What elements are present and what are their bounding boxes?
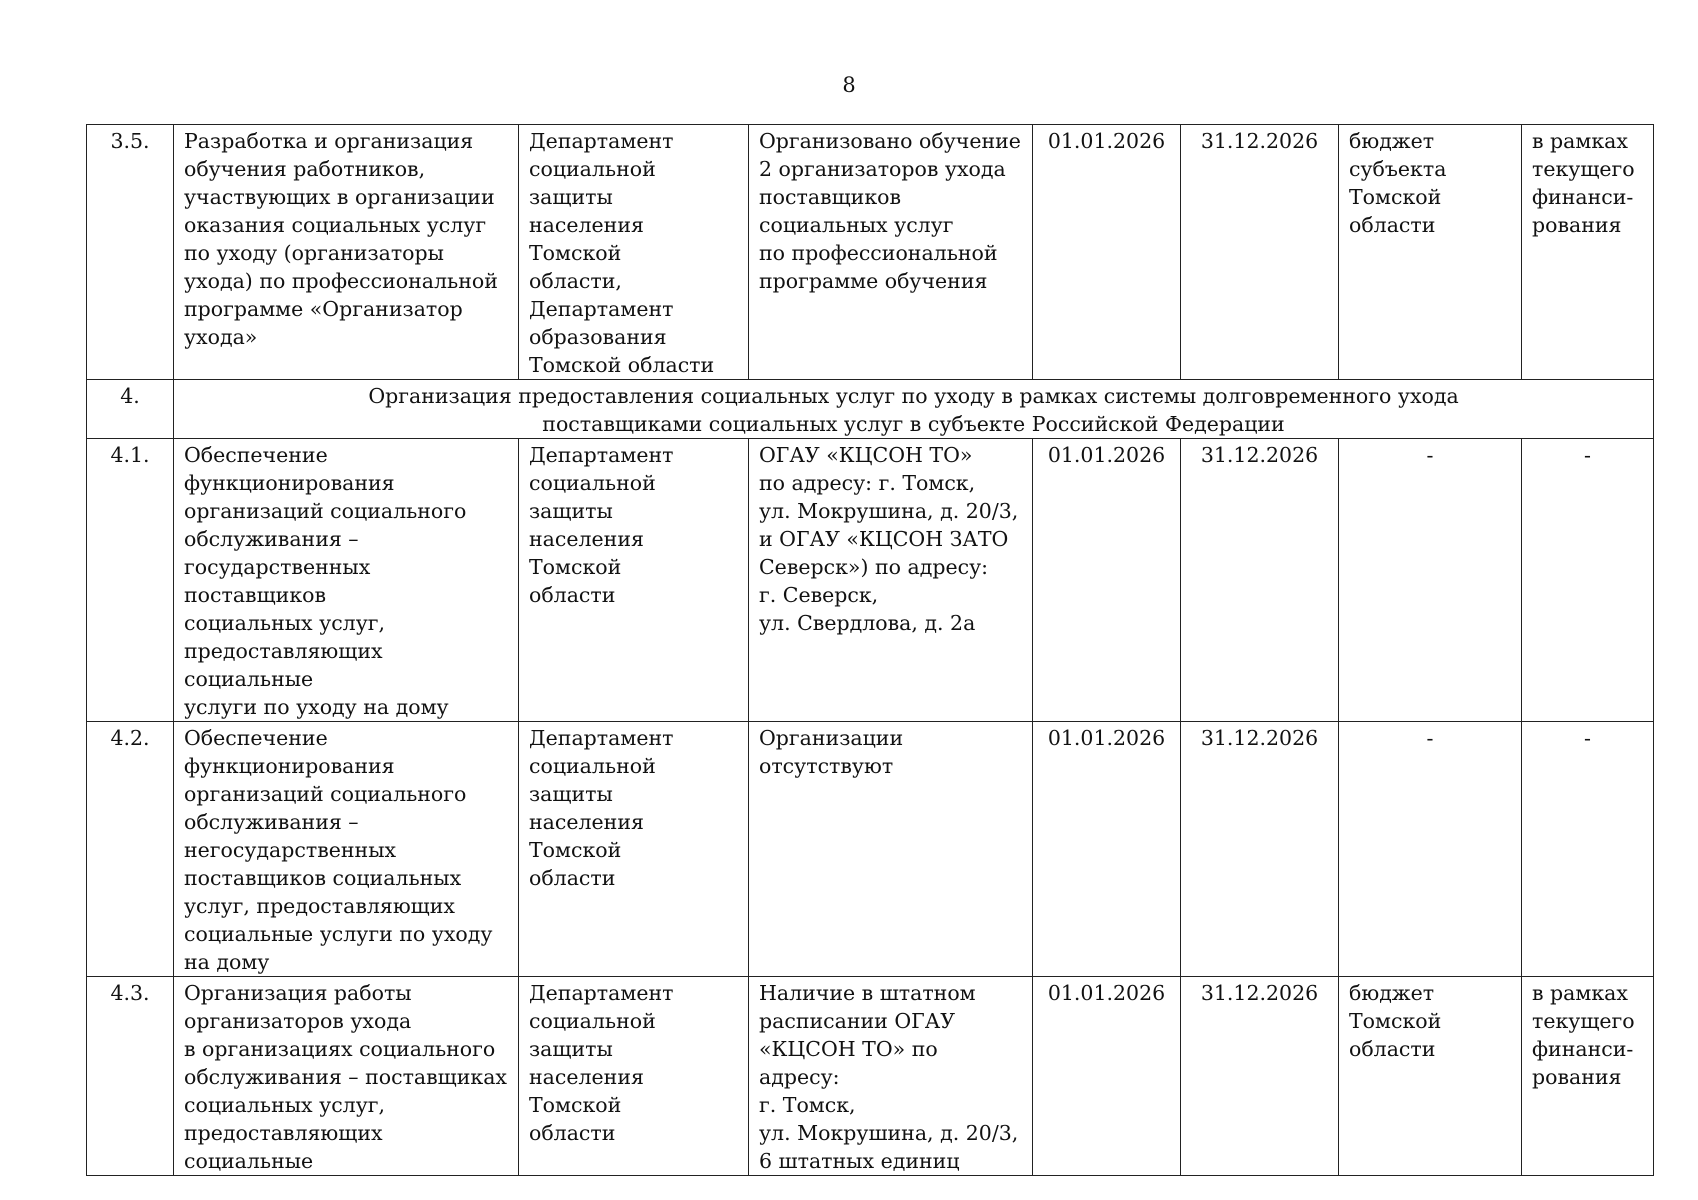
page-number: 8 [842,73,856,97]
measure-cell: Обеспечение функционирования организаций социального обслуживания – государственных поставщиков социальных услуг, предоставляющих социальные услуги по уходу на дому [174,439,519,722]
row-number: 4.1. [87,439,174,722]
funding-volume-cell: в рамках текущего финанси- рования [1522,977,1654,1176]
row-number: 3.5. [87,125,174,380]
result-cell: ОГАУ «КЦСОН ТО» по адресу: г. Томск, ул. Мокрушина, д. 20/3, и ОГАУ «КЦСОН ЗАТО Северск») по адресу: г. Северск, ул. Свердлова, д. 2а [749,439,1033,722]
end-date-cell: 31.12.2026 [1181,439,1339,722]
table-row [87,125,1654,380]
row-number: 4.3. [87,977,174,1176]
row-number: 4.2. [87,722,174,977]
funding-source-cell: бюджет субъекта Томской области [1339,125,1522,380]
start-date-cell: 01.01.2026 [1033,722,1181,977]
result-cell: Организовано обучение 2 организаторов ухода поставщиков социальных услуг по профессиональной программе обучения [749,125,1033,380]
measure-cell: Разработка и организация обучения работников, участвующих в организации оказания социальных услуг по уходу (организаторы ухода) по профессиональной программе «Организатор ухода» [174,125,519,380]
result-cell: Наличие в штатном расписании ОГАУ «КЦСОН ТО» по адресу: г. Томск, ул. Мокрушина, д. 20/3, 6 штатных единиц [749,977,1033,1176]
result-cell: Организации отсутствуют [749,722,1033,977]
funding-source-cell: бюджет Томской области [1339,977,1522,1176]
funding-volume-cell: в рамках текущего финанси- рования [1522,125,1654,380]
section-row [87,380,1654,439]
start-date-cell: 01.01.2026 [1033,125,1181,380]
table-row [87,439,1654,722]
executor-cell: Департамент социальной защиты населения Томской области [519,722,749,977]
table-row [87,977,1654,1176]
measure-cell: Обеспечение функционирования организаций социального обслуживания – негосударственных поставщиков социальных услуг, предоставляющих социальные услуги по уходу на дому [174,722,519,977]
measure-cell: Организация работы организаторов ухода в организациях социального обслуживания – поставщиках социальных услуг, предоставляющих социальные [174,977,519,1176]
end-date-cell: 31.12.2026 [1181,977,1339,1176]
table-row [87,722,1654,977]
section-title: Организация предоставления социальных услуг по уходу в рамках системы долговременного ухода поставщиками социальных услуг в субъекте Российской Федерации [174,380,1654,439]
start-date-cell: 01.01.2026 [1033,439,1181,722]
executor-cell: Департамент социальной защиты населения Томской области, Департамент образования Томской области [519,125,749,380]
start-date-cell: 01.01.2026 [1033,977,1181,1176]
funding-volume-cell: - [1522,439,1654,722]
end-date-cell: 31.12.2026 [1181,125,1339,380]
measures-table [86,124,1654,1176]
end-date-cell: 31.12.2026 [1181,722,1339,977]
executor-cell: Департамент социальной защиты населения Томской области [519,439,749,722]
funding-source-cell: - [1339,439,1522,722]
funding-source-cell: - [1339,722,1522,977]
funding-volume-cell: - [1522,722,1654,977]
executor-cell: Департамент социальной защиты населения Томской области [519,977,749,1176]
section-number: 4. [87,380,174,439]
